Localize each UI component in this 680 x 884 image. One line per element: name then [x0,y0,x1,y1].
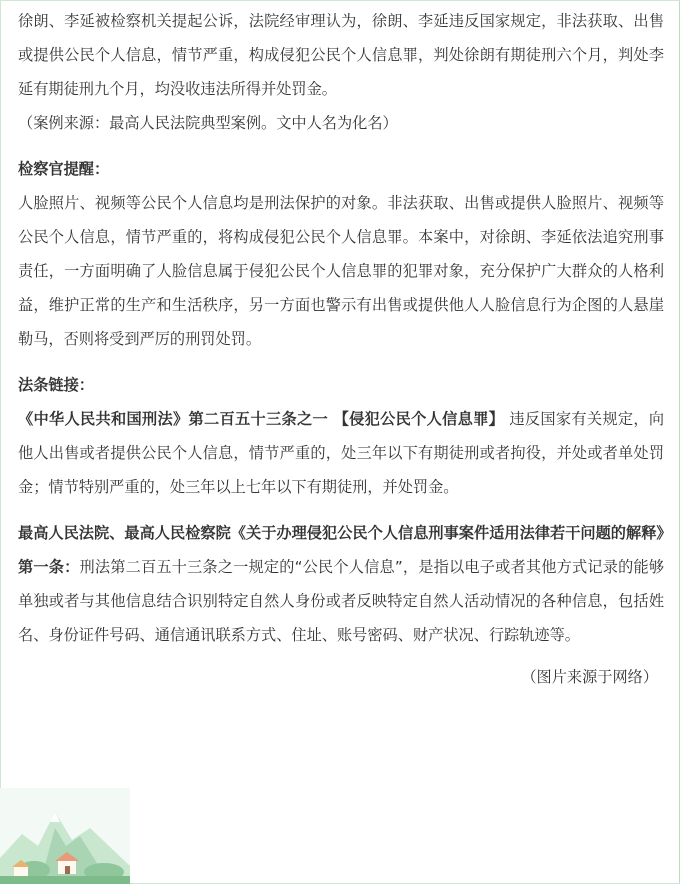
law-article-2 [18,516,664,652]
law-article-1-title: 《中华人民共和国刑法》第二百五十三条之一 【侵犯公民个人信息罪】 [18,410,505,428]
law-article-1-text: 违反国家有关规定，向他人出售或者提供公民个人信息，情节严重的，处三年以下有期徒刑或者拘役，并处或者单处罚金；情节特别严重的，处三年以上七年以下有期徒刑，并处罚金。 [18,410,665,496]
law-article-1 [18,402,664,504]
case-paragraph: 徐朗、李延被检察机关提起公诉，法院经审理认为，徐朗、李延违反国家规定，非法获取、出售或提供公民个人信息，情节严重，构成侵犯公民个人信息罪，判处徐朗有期徒刑六个月，判处李延有期徒刑九个月，均没收违法所得并处罚金。 [18,12,664,98]
reminder-paragraph: 人脸照片、视频等公民个人信息均是刑法保护的对象。非法获取、出售或提供人脸照片、视频等公民个人信息，情节严重的，将构成侵犯公民个人信息罪。本案中，对徐朗、李延依法追究刑事责任，一方面明确了人脸信息属于侵犯公民个人信息罪的犯罪对象，充分保护广大群众的人格利益，维护正常的生产和生活秩序，另一方面也警示有出售或提供他人人脸信息行为企图的人悬崖勒马，否则将受到严厉的刑罚处罚。 [18,194,664,348]
reminder-heading: 检察官提醒： [18,160,110,178]
mountain-village-icon [0,788,130,884]
law-article-2-title: 最高人民法院、最高人民检察院《关于办理侵犯公民个人信息刑事案件适用法律若干问题的解释》第一条： [18,524,664,576]
image-source-note: （图片来源于网络） [521,668,658,686]
article-body [18,4,664,694]
law-article-2-text: 刑法第二百五十三条之一规定的“公民个人信息”，是指以电子或者其他方式记录的能够单独或者与其他信息结合识别特定自然人身份或者反映特定自然人活动情况的各种信息，包括姓名、身份证件号码、通信通讯联系方式、住址、账号密码、财产状况、行踪轨迹等。 [18,558,665,644]
case-source-note: （案例来源：最高人民法院典型案例。文中人名为化名） [18,114,398,132]
law-heading: 法条链接： [18,376,94,394]
